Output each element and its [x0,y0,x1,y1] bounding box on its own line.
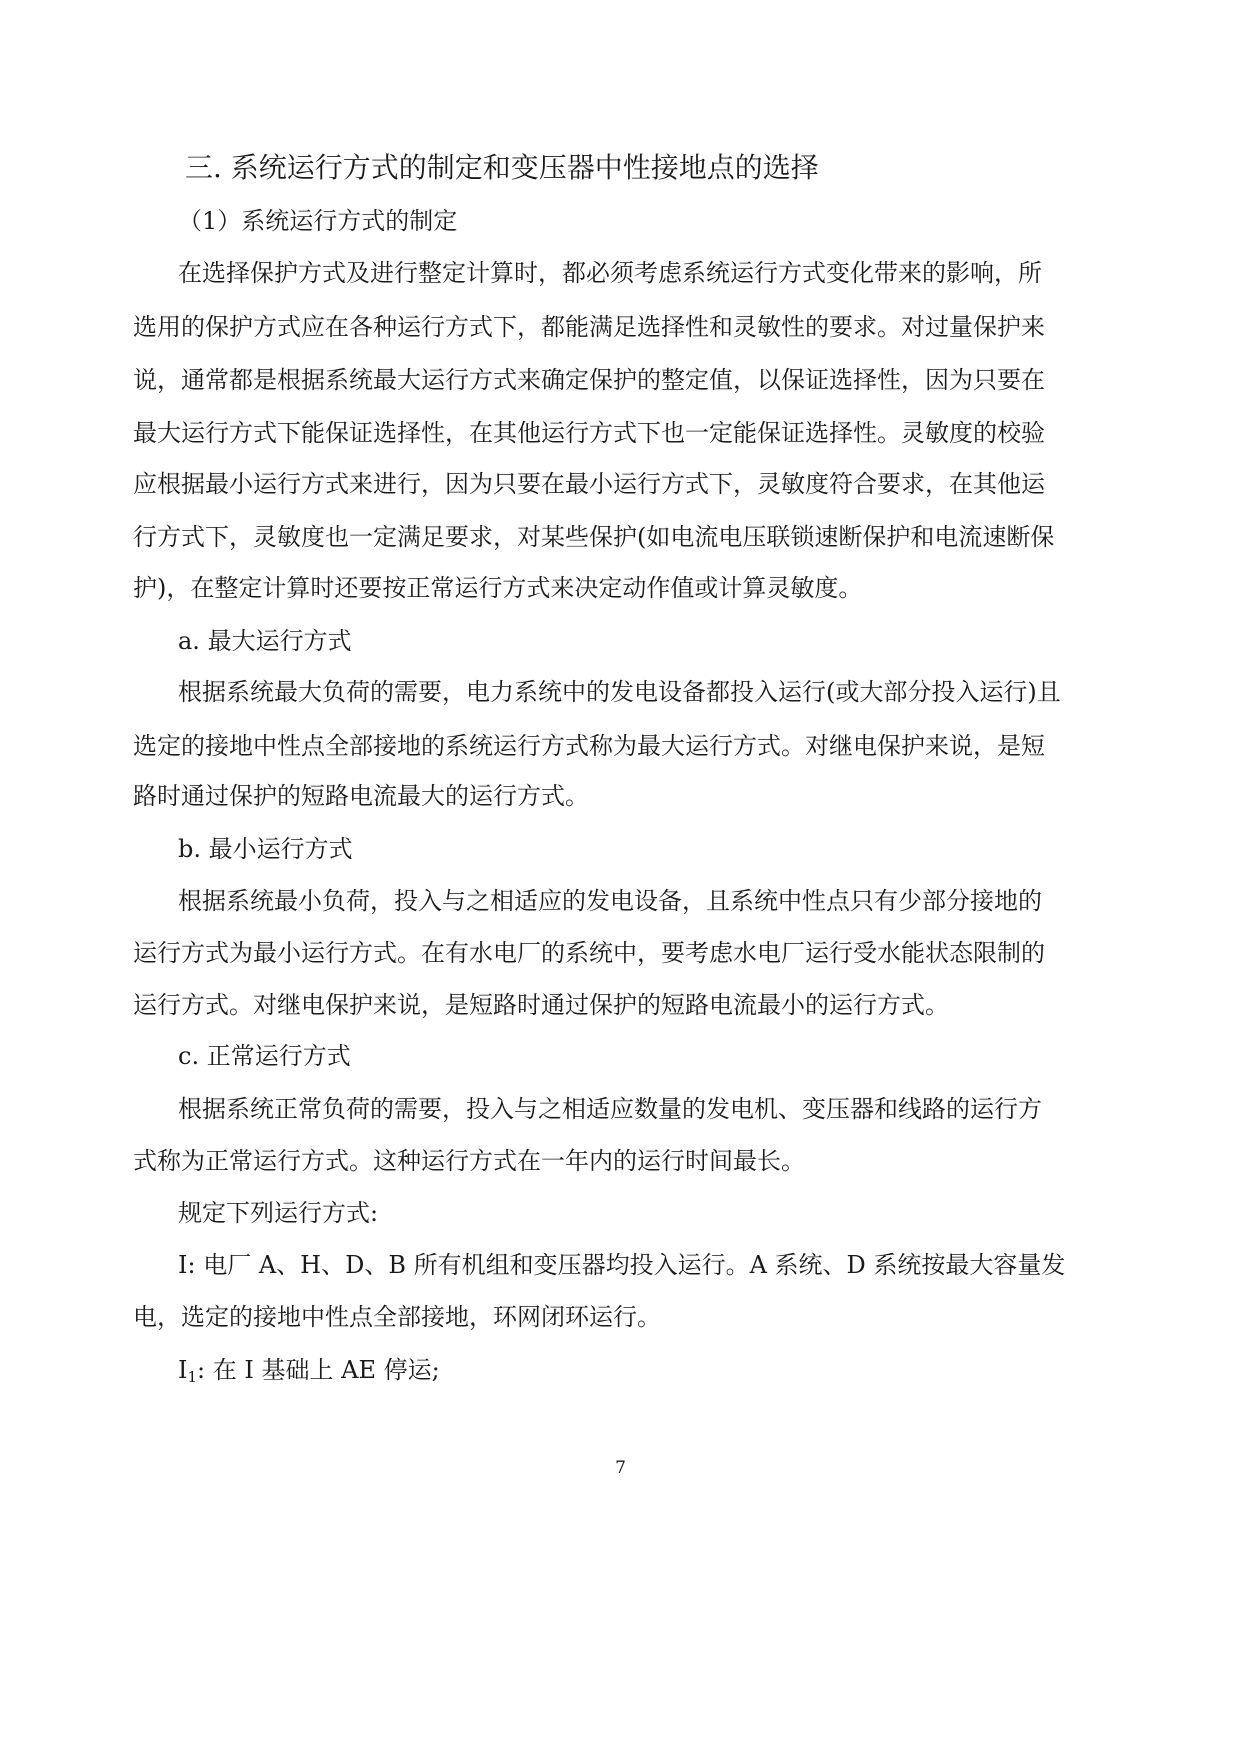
paragraph-line: 电，选定的接地中性点全部接地，环网闭环运行。 [133,1303,661,1331]
mode-symbol: I [178,1356,188,1384]
section-b-title: b. 最小运行方式 [178,835,353,863]
section-heading: 三. 系统运行方式的制定和变压器中性接地点的选择 [185,151,819,184]
mode-description: : 在 I 基础上 AE 停运; [197,1356,440,1384]
paragraph-line: 护)，在整定计算时还要按正常运行方式来决定动作值或计算灵敏度。 [133,574,863,602]
paragraph-line: 说，通常都是根据系统最大运行方式来确定保护的整定值，以保证选择性，因为只要在 [133,366,1045,394]
mode-subscript: 1 [187,1368,198,1386]
paragraph-line: 行方式下，灵敏度也一定满足要求，对某些保护(如电流电压联锁速断保护和电流速断保 [133,523,1055,551]
mode-i1-line [178,1355,440,1392]
section-c-title: c. 正常运行方式 [178,1042,351,1070]
paragraph-line: 在选择保护方式及进行整定计算时，都必须考虑系统运行方式变化带来的影响，所 [178,259,1042,287]
paragraph-line: 根据系统正常负荷的需要，投入与之相适应数量的发电机、变压器和线路的运行方 [178,1095,1042,1123]
paragraph-line: I: 电厂 A、H、D、B 所有机组和变压器均投入运行。A 系统、D 系统按最大容量发 [178,1251,1066,1279]
paragraph-line: 最大运行方式下能保证选择性，在其他运行方式下也一定能保证选择性。灵敏度的校验 [133,419,1045,447]
paragraph-line: 选定的接地中性点全部接地的系统运行方式称为最大运行方式。对继电保护来说，是短 [133,732,1045,760]
section-a-title: a. 最大运行方式 [178,627,352,655]
rules-intro: 规定下列运行方式: [178,1199,379,1227]
paragraph-line: 运行方式为最小运行方式。在有水电厂的系统中，要考虑水电厂运行受水能状态限制的 [133,939,1045,967]
paragraph-line: 运行方式。对继电保护来说，是短路时通过保护的短路电流最小的运行方式。 [133,991,949,1019]
paragraph-line: 路时通过保护的短路电流最大的运行方式。 [133,782,589,810]
subsection-heading: （1）系统运行方式的制定 [178,207,458,235]
paragraph-line: 式称为正常运行方式。这种运行方式在一年内的运行时间最长。 [133,1147,805,1175]
paragraph-line: 选用的保护方式应在各种运行方式下，都能满足选择性和灵敏性的要求。对过量保护来 [133,313,1045,341]
paragraph-line: 根据系统最大负荷的需要，电力系统中的发电设备都投入运行(或大部分投入运行)且 [178,678,1061,706]
paragraph-line: 根据系统最小负荷，投入与之相适应的发电设备，且系统中性点只有少部分接地的 [178,887,1042,915]
page-number: 7 [615,1458,626,1478]
paragraph-line: 应根据最小运行方式来进行，因为只要在最小运行方式下，灵敏度符合要求，在其他运 [133,470,1045,498]
